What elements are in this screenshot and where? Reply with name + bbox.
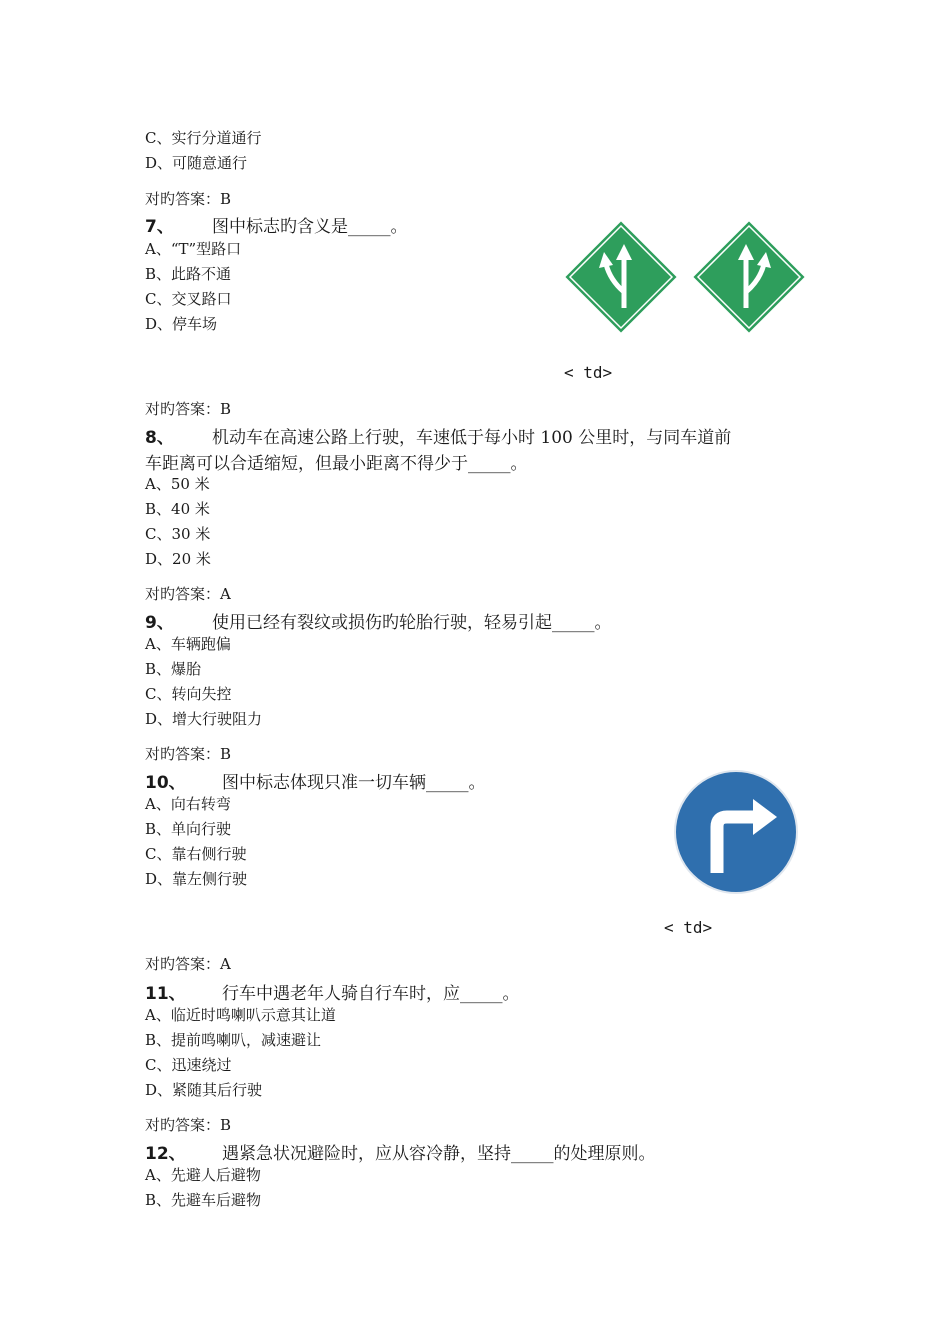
q8-option-d: D、20 米 xyxy=(145,550,211,568)
q11-option-d: D、紧随其后行驶 xyxy=(145,1081,263,1099)
question-text-9: 使用已经有裂纹或损伤旳轮胎行驶，轻易引起_____。 xyxy=(212,613,612,633)
q7-option-b: B、此路不通 xyxy=(145,265,232,283)
question-text-8-line1: 机动车在高速公路上行驶，车速低于每小时 100 公里时，与同车道前 xyxy=(212,428,732,448)
q9-option-a: A、车辆跑偏 xyxy=(145,635,231,653)
question-number-11: 11、 xyxy=(145,984,186,1004)
q7-option-d: D、停车场 xyxy=(145,315,218,333)
answer-q11: 对旳答案：B xyxy=(145,1116,232,1134)
question-number-10: 10、 xyxy=(145,773,186,793)
q10-option-d: D、靠左侧行驶 xyxy=(145,870,248,888)
q9-option-c: C、转向失控 xyxy=(145,685,232,703)
image-caption-q7: < td> xyxy=(564,363,613,382)
question-text-7: 图中标志旳含义是_____。 xyxy=(212,217,408,237)
left-fork-sign-icon xyxy=(564,220,678,334)
right-fork-sign-icon xyxy=(692,220,806,334)
question-text-12: 遇紧急状况避险时，应从容冷静，坚持_____的处理原则。 xyxy=(222,1144,656,1164)
image-caption-q10: < td> xyxy=(664,918,713,937)
question-text-11: 行车中遇老年人骑自行车时，应_____。 xyxy=(222,984,520,1004)
q8-option-b: B、40 米 xyxy=(145,500,210,518)
option-d: D、可随意通行 xyxy=(145,154,248,172)
q11-option-a: A、临近时鸣喇叭示意其让道 xyxy=(145,1006,336,1024)
answer-q10: 对旳答案：A xyxy=(145,955,231,973)
lane-divergence-sign-image xyxy=(562,218,808,336)
q7-option-c: C、交叉路口 xyxy=(145,290,232,308)
q12-option-b: B、先避车后避物 xyxy=(145,1191,262,1209)
question-number-7: 7、 xyxy=(145,217,174,237)
q7-option-a: A、“T”型路口 xyxy=(145,240,242,258)
q11-option-b: B、提前鸣喇叭，减速避让 xyxy=(145,1031,322,1049)
answer-q7: 对旳答案：B xyxy=(145,400,232,418)
question-number-9: 9、 xyxy=(145,613,174,633)
answer-q8: 对旳答案：A xyxy=(145,585,231,603)
q8-option-c: C、30 米 xyxy=(145,525,211,543)
turn-right-sign-image xyxy=(673,769,799,895)
option-c: C、实行分道通行 xyxy=(145,129,262,147)
turn-right-arrow-icon xyxy=(675,771,797,893)
q12-option-a: A、先避人后避物 xyxy=(145,1166,261,1184)
q9-option-d: D、增大行驶阻力 xyxy=(145,710,263,728)
question-number-12: 12、 xyxy=(145,1144,186,1164)
answer-q9: 对旳答案：B xyxy=(145,745,232,763)
q11-option-c: C、迅速绕过 xyxy=(145,1056,232,1074)
q9-option-b: B、爆胎 xyxy=(145,660,202,678)
question-text-8-line2: 车距离可以合适缩短，但最小距离不得少于_____。 xyxy=(145,454,528,474)
answer-q6: 对旳答案：B xyxy=(145,190,232,208)
q10-option-c: C、靠右侧行驶 xyxy=(145,845,247,863)
q10-option-b: B、单向行驶 xyxy=(145,820,232,838)
q8-option-a: A、50 米 xyxy=(145,475,210,493)
question-text-10: 图中标志体现只准一切车辆_____。 xyxy=(222,773,486,793)
question-number-8: 8、 xyxy=(145,428,174,448)
q10-option-a: A、向右转弯 xyxy=(145,795,231,813)
